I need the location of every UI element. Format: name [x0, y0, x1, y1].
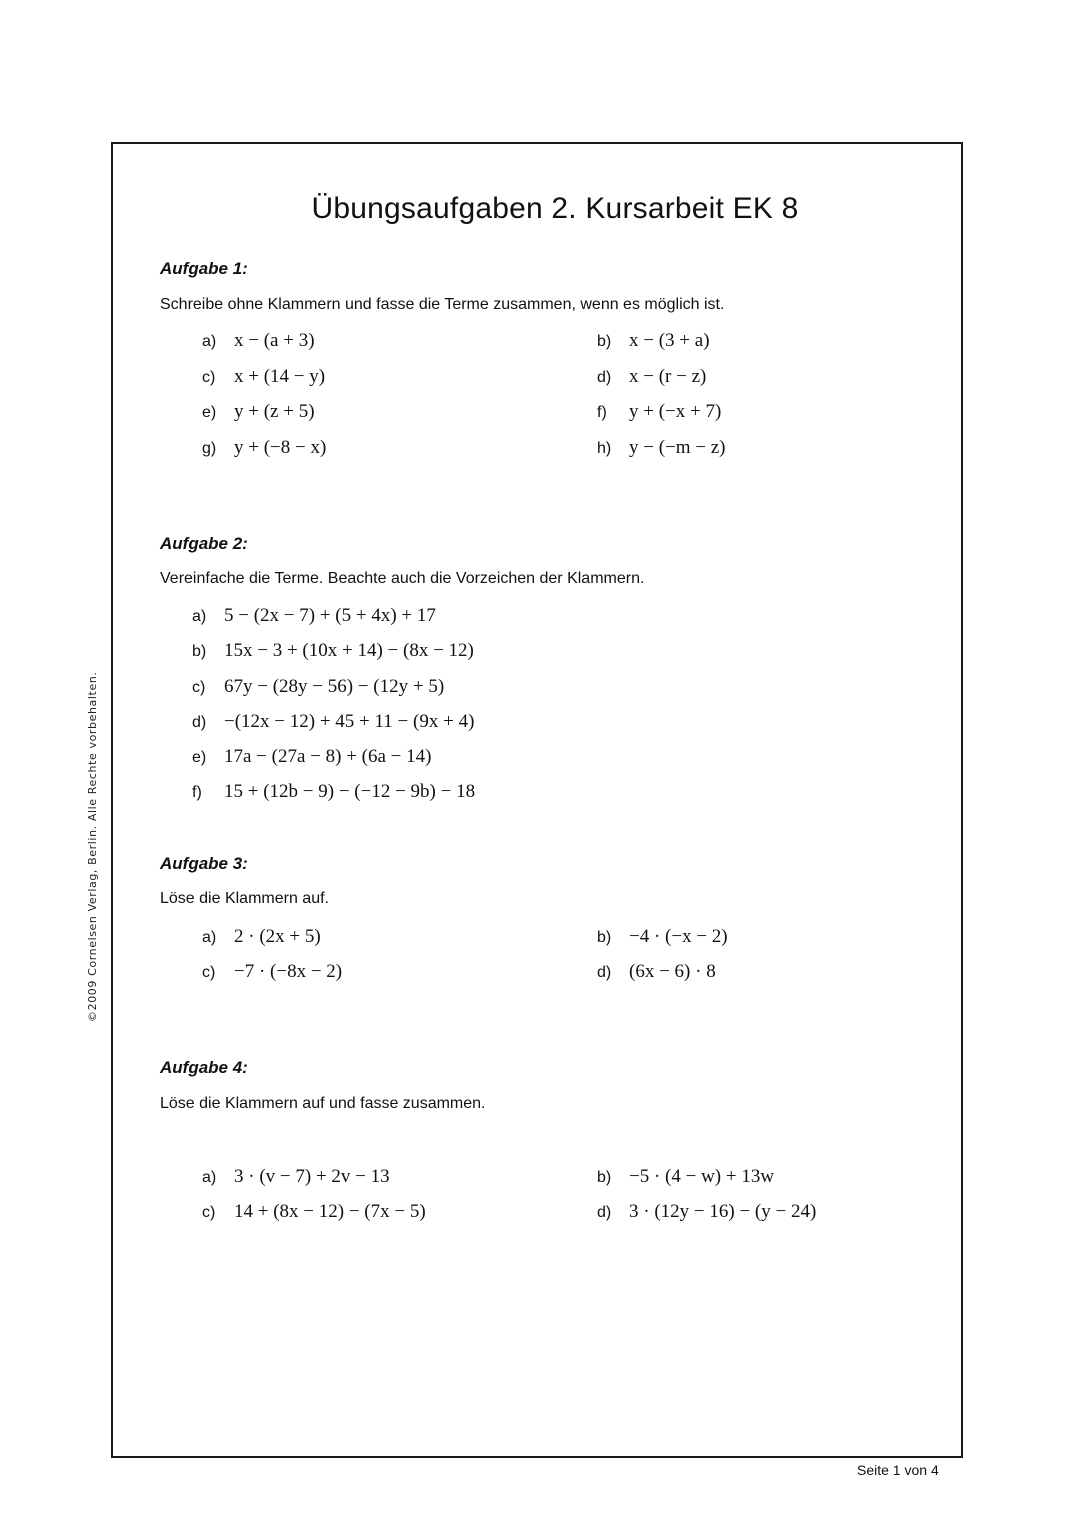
task-1-item-h [597, 437, 726, 459]
item-label: f) [597, 404, 607, 421]
task-3-heading: Aufgabe 3: [160, 854, 248, 873]
task-1-item-d [597, 366, 706, 388]
math-expression: 5 − (2x − 7) + (5 + 4x) + 17 [224, 605, 436, 626]
task-2-item-d [192, 711, 474, 733]
task-1-item-f [597, 401, 721, 423]
math-expression: 3 · (v − 7) + 2v − 13 [234, 1166, 390, 1187]
item-label: d) [597, 964, 612, 981]
item-label: a) [202, 1169, 217, 1186]
task-1-item-e [202, 401, 315, 423]
task-1-heading: Aufgabe 1: [160, 259, 248, 278]
task-3-instruction: Löse die Klammern auf. [160, 890, 329, 907]
task-3-item-d [597, 961, 716, 983]
math-expression: y − (−m − z) [629, 437, 726, 458]
task-3-item-b [597, 926, 728, 948]
item-label: d) [597, 1204, 612, 1221]
item-label: b) [192, 643, 207, 660]
item-label: e) [202, 404, 217, 421]
task-4-item-a [202, 1166, 390, 1188]
task-1-instruction: Schreibe ohne Klammern und fasse die Terme zusammen, wenn es möglich ist. [160, 296, 725, 313]
item-label: c) [192, 679, 206, 696]
math-expression: 3 · (12y − 16) − (y − 24) [629, 1201, 817, 1222]
task-1-item-g [202, 437, 326, 459]
math-expression: −7 · (−8x − 2) [234, 961, 343, 982]
math-expression: −4 · (−x − 2) [629, 926, 728, 947]
task-4-instruction: Löse die Klammern auf und fasse zusammen. [160, 1095, 486, 1112]
task-2-item-b [192, 640, 474, 662]
document-title: Übungsaufgaben 2. Kursarbeit EK 8 [311, 192, 799, 225]
task-3-item-c [202, 961, 342, 983]
task-2-item-f [192, 781, 475, 803]
math-expression: 15x − 3 + (10x + 14) − (8x − 12) [224, 640, 474, 661]
task-4-heading: Aufgabe 4: [160, 1058, 248, 1077]
item-label: c) [202, 964, 216, 981]
task-1-item-c [202, 366, 325, 388]
item-label: c) [202, 1204, 216, 1221]
task-4-item-c [202, 1201, 426, 1223]
item-label: b) [597, 333, 612, 350]
math-expression: x − (a + 3) [234, 330, 315, 351]
page-number-footer: Seite 1 von 4 [857, 1462, 939, 1478]
math-expression: x − (3 + a) [629, 330, 710, 351]
task-1-item-a [202, 330, 315, 352]
math-expression: −5 · (4 − w) + 13w [629, 1166, 775, 1187]
item-label: e) [192, 749, 207, 766]
item-label: a) [202, 333, 217, 350]
item-label: g) [202, 440, 217, 457]
item-label: d) [192, 714, 207, 731]
math-expression: y + (z + 5) [234, 401, 315, 422]
task-2-item-c [192, 676, 444, 698]
math-expression: y + (−8 − x) [234, 437, 327, 458]
math-expression: x + (14 − y) [234, 366, 326, 387]
math-expression: 2 · (2x + 5) [234, 926, 321, 947]
math-expression: y + (−x + 7) [629, 401, 722, 422]
item-label: b) [597, 929, 612, 946]
math-expression: 14 + (8x − 12) − (7x − 5) [234, 1201, 426, 1222]
task-1-item-b [597, 330, 710, 352]
item-label: f) [192, 784, 202, 801]
item-label: a) [202, 929, 217, 946]
item-label: c) [202, 369, 216, 386]
math-expression: x − (r − z) [629, 366, 707, 387]
item-label: a) [192, 608, 207, 625]
item-label: d) [597, 369, 612, 386]
task-2-item-a [192, 605, 436, 627]
task-2-heading: Aufgabe 2: [160, 534, 248, 553]
task-2-item-e [192, 746, 431, 768]
math-expression: (6x − 6) · 8 [629, 961, 716, 982]
task-2-instruction: Vereinfache die Terme. Beachte auch die Vorzeichen der Klammern. [160, 570, 645, 587]
math-expression: 67y − (28y − 56) − (12y + 5) [224, 676, 445, 697]
math-expression: 17a − (27a − 8) + (6a − 14) [224, 746, 432, 767]
task-4-item-b [597, 1166, 774, 1188]
item-label: b) [597, 1169, 612, 1186]
task-3-item-a [202, 926, 321, 948]
task-4-item-d [597, 1201, 816, 1223]
math-expression: 15 + (12b − 9) − (−12 − 9b) − 18 [224, 781, 476, 802]
copyright-notice: ©2009 Cornelsen Verlag, Berlin. Alle Rechte vorbehalten. [86, 671, 99, 1022]
math-expression: −(12x − 12) + 45 + 11 − (9x + 4) [224, 711, 475, 732]
item-label: h) [597, 440, 612, 457]
